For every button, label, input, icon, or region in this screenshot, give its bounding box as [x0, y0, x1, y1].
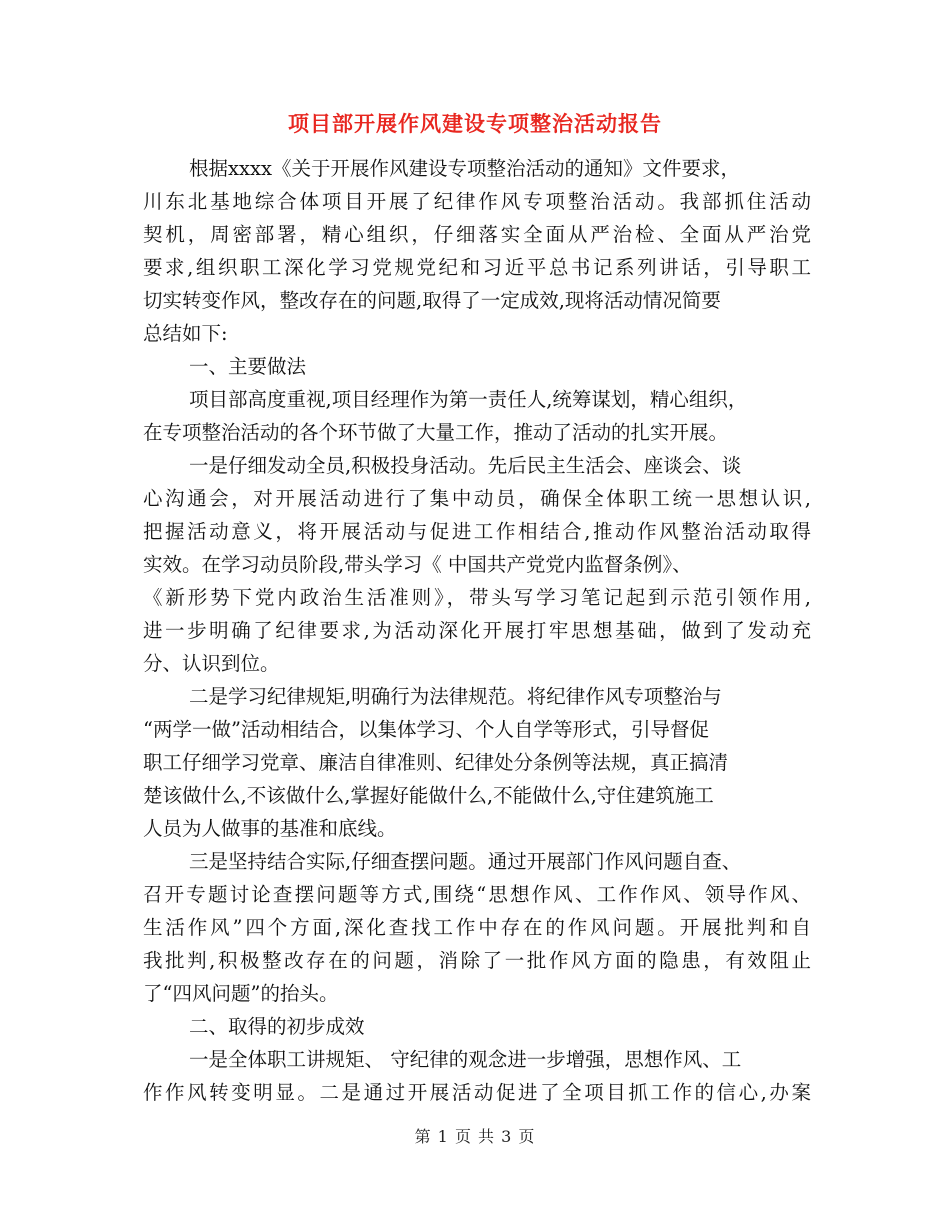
document-body [143, 152, 811, 1109]
body-line: 把握活动意义，将开展活动与促进工作相结合,推动作风整治活动取得 [143, 520, 811, 543]
body-line: 二是学习纪律规矩,明确行为法律规范。将纪律作风专项整治与 [189, 685, 722, 708]
body-line: 项目部高度重视,项目经理作为第一责任人,统筹谋划，精心组织， [189, 388, 748, 411]
body-line: 切实转变作风，整改存在的问题,取得了一定成效,现将活动情况简要 [143, 289, 721, 312]
body-line: “两学一做”活动相结合，以集体学习、个人自学等形式，引导督促 [143, 718, 709, 741]
body-line: 要求,组织职工深化学习党规党纪和习近平总书记系列讲话，引导职工 [143, 256, 811, 279]
body-line: 三是坚持结合实际,仔细查摆问题。通过开展部门作风问题自查、 [189, 850, 742, 873]
body-line: 人员为人做事的基准和底线。 [143, 817, 397, 840]
body-line: 一是仔细发动全员,积极投身活动。先后民主生活会、座谈会、谈 [189, 454, 742, 477]
body-line: 作作风转变明显。二是通过开展活动促进了全项目抓工作的信心,办案 [143, 1081, 811, 1104]
body-line: 实效。在学习动员阶段,带头学习《 中国共产党党内监督条例》、 [143, 553, 692, 576]
body-line: 心沟通会，对开展活动进行了集中动员，确保全体职工统一思想认识, [143, 487, 811, 510]
body-line: 一是全体职工讲规矩、 守纪律的观念进一步增强，思想作风、工 [189, 1048, 742, 1071]
body-line: 进一步明确了纪律要求,为活动深化开展打牢思想基础，做到了发动充 [143, 619, 811, 642]
section-heading: 二、取得的初步成效 [189, 1015, 365, 1038]
body-line: 总结如下: [143, 322, 228, 345]
body-line: 生活作风”四个方面,深化查找工作中存在的作风问题。开展批判和自 [143, 916, 811, 939]
section-heading: 一、主要做法 [189, 355, 307, 378]
body-line: 川东北基地综合体项目开展了纪律作风专项整治活动。我部抓住活动 [143, 190, 811, 213]
body-line: 契机，周密部署，精心组织，仔细落实全面从严治检、全面从严治党 [143, 223, 811, 246]
body-line: 在专项整治活动的各个环节做了大量工作，推动了活动的扎实开展。 [143, 421, 729, 444]
body-line: 职工仔细学习党章、廉洁自律准则、纪律处分条例等法规，真正搞清 [143, 751, 729, 774]
body-line: 《新形势下党内政治生活准则》，带头写学习笔记起到示范引领作用, [143, 586, 811, 609]
page-footer: 第 1 页 共 3 页 [414, 1127, 536, 1146]
document-title: 项目部开展作风建设专项整治活动报告 [288, 111, 662, 136]
body-line: 分、认识到位。 [143, 652, 280, 675]
body-line: 楚该做什么,不该做什么,掌握好能做什么,不能做什么,守住建筑施工 [143, 784, 714, 807]
body-line: 我批判,积极整改存在的问题，消除了一批作风方面的隐患，有效阻止 [143, 949, 811, 972]
body-line: 了“四风问题”的抬头。 [143, 982, 339, 1005]
body-line: 召开专题讨论查摆问题等方式,围绕“思想作风、工作作风、领导作风、 [143, 883, 811, 906]
body-line: 根据xxxx《关于开展作风建设专项整治活动的通知》文件要求， [189, 157, 740, 180]
